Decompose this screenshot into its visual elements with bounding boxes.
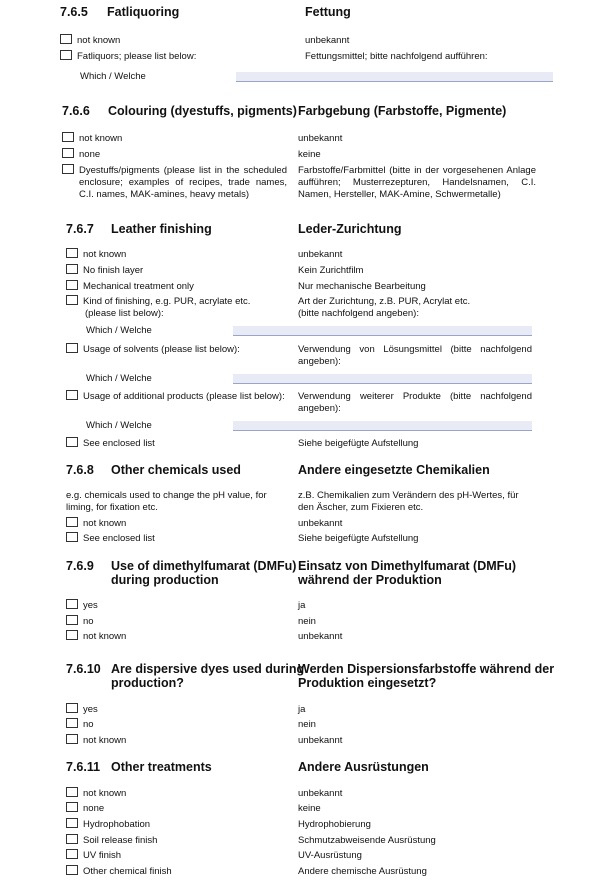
- checkbox-mechanical-767[interactable]: [66, 280, 78, 290]
- option-label-en: no: [83, 616, 94, 627]
- which-label-767c: Which / Welche: [86, 420, 152, 431]
- option-label-de: unbekannt: [298, 788, 343, 799]
- section-title-en-768: Other chemicals used: [111, 463, 241, 477]
- option-label-en: See enclosed list: [83, 533, 155, 544]
- checkbox-not-known-766[interactable]: [62, 132, 74, 142]
- option-label-de: ja: [298, 600, 306, 611]
- checkbox-not-known-769[interactable]: [66, 630, 78, 640]
- checkbox-none-766[interactable]: [62, 148, 74, 158]
- section-number-765: 7.6.5: [60, 5, 88, 19]
- section-title-de-765: Fettung: [305, 5, 351, 19]
- option-label-de: Nur mechanische Bearbeitung: [298, 281, 426, 292]
- option-label-en: Soil release finish: [83, 835, 158, 846]
- option-label-en: not known: [83, 788, 127, 799]
- section-title-en-7611: Other treatments: [111, 760, 212, 774]
- option-label-de: Verwendung von Lösungsmittel (bitte nachfolgend angeben):: [298, 344, 532, 367]
- option-label-en: Dyestuffs/pigments (please list in the scheduled enclosure; examples of recipes, trade names, C.I. names, MAK-amines, heavy metals): [79, 165, 287, 200]
- option-label-en: not known: [83, 518, 127, 529]
- option-label-en: Fatliquors; please list below:: [77, 51, 197, 62]
- checkbox-hydrophobation-7611[interactable]: [66, 818, 78, 828]
- section-number-769: 7.6.9: [66, 559, 94, 573]
- checkbox-kind-finishing-767[interactable]: [66, 295, 78, 305]
- option-label-en: UV finish: [83, 850, 122, 861]
- checkbox-not-known-7610[interactable]: [66, 734, 78, 744]
- which-label-765: Which / Welche: [80, 71, 146, 82]
- option-label-de: Art der Zurichtung, z.B. PUR, Acrylat etc.: [298, 296, 471, 307]
- section-number-766: 7.6.6: [62, 104, 90, 118]
- section-number-768: 7.6.8: [66, 463, 94, 477]
- which-input-767b[interactable]: [233, 374, 532, 384]
- option-label-de: Andere chemische Ausrüstung: [298, 866, 427, 877]
- option-label-de: unbekannt: [298, 735, 343, 746]
- section-title-en-765: Fatliquoring: [107, 5, 180, 19]
- option-label-en: Usage of solvents (please list below):: [83, 344, 240, 355]
- section-title-de-769: Einsatz von Dimethylfumarat (DMFu): [298, 559, 517, 573]
- section-title-de-7610-cont: Produktion eingesetzt?: [298, 676, 437, 690]
- option-label-de: Siehe beigefügte Aufstellung: [298, 438, 419, 449]
- option-label-en: Mechanical treatment only: [83, 281, 194, 292]
- option-label-de: UV-Ausrüstung: [298, 850, 362, 861]
- option-label-en: not known: [83, 735, 127, 746]
- option-label-en: none: [79, 149, 101, 160]
- option-label-en: Hydrophobation: [83, 819, 151, 830]
- option-label-de: Siehe beigefügte Aufstellung: [298, 533, 419, 544]
- option-label-en: Kind of finishing, e.g. PUR, acrylate etc.: [83, 296, 251, 307]
- which-input-767a[interactable]: [233, 326, 532, 336]
- section-title-de-7610: Werden Dispersionsfarbstoffe während der: [298, 662, 555, 676]
- checkbox-other-chemical-7611[interactable]: [66, 865, 78, 875]
- option-label-en: Other chemical finish: [83, 866, 172, 877]
- option-label-de: unbekannt: [298, 518, 343, 529]
- option-label-de: keine: [298, 149, 321, 160]
- section-title-de-769-cont: während der Produktion: [298, 573, 442, 587]
- checkbox-yes-7610[interactable]: [66, 703, 78, 713]
- checkbox-no-finish-767[interactable]: [66, 264, 78, 274]
- option-label-de: unbekannt: [305, 35, 350, 46]
- which-label-767a: Which / Welche: [86, 325, 152, 336]
- section-title-en-769-cont: during production: [111, 573, 219, 587]
- section-number-767: 7.6.7: [66, 222, 94, 236]
- section-title-en-766: Colouring (dyestuffs, pigments): [108, 104, 297, 118]
- option-label-en: No finish layer: [83, 265, 144, 276]
- option-label-en-cont: (please list below):: [85, 308, 164, 319]
- section-title-en-7610-cont: production?: [111, 676, 184, 690]
- note-de-768: z.B. Chemikalien zum Verändern des pH-Wertes, für den Äscher, zum Fixieren etc.: [298, 490, 519, 513]
- checkbox-additional-767[interactable]: [66, 390, 78, 400]
- section-title-de-767: Leder-Zurichtung: [298, 222, 402, 236]
- checkbox-solvents-767[interactable]: [66, 343, 78, 353]
- note-en-768: e.g. chemicals used to change the pH value, for liming, for fixation etc.: [66, 490, 267, 513]
- section-title-de-7611: Andere Ausrüstungen: [298, 760, 429, 774]
- option-label-en: no: [83, 719, 94, 730]
- option-label-de: unbekannt: [298, 249, 343, 260]
- checkbox-not-known-765[interactable]: [60, 34, 72, 44]
- option-label-en: not known: [79, 133, 123, 144]
- option-label-de: ja: [298, 704, 306, 715]
- option-label-en: yes: [83, 600, 98, 611]
- checkbox-enclosed-768[interactable]: [66, 532, 78, 542]
- option-label-de: nein: [298, 719, 316, 730]
- section-title-en-769: Use of dimethylfumarat (DMFu): [111, 559, 297, 573]
- option-label-de: Kein Zurichtfilm: [298, 265, 364, 276]
- option-label-de: Schmutzabweisende Ausrüstung: [298, 835, 436, 846]
- checkbox-no-7610[interactable]: [66, 718, 78, 728]
- checkbox-uv-finish-7611[interactable]: [66, 849, 78, 859]
- option-label-de: Verwendung weiterer Produkte (bitte nachfolgend angeben):: [298, 391, 532, 414]
- section-title-en-767: Leather finishing: [111, 222, 212, 236]
- which-label-767b: Which / Welche: [86, 373, 152, 384]
- checkbox-yes-769[interactable]: [66, 599, 78, 609]
- section-title-de-766: Farbgebung (Farbstoffe, Pigmente): [298, 104, 507, 118]
- checkbox-none-7611[interactable]: [66, 802, 78, 812]
- section-number-7611: 7.6.11: [66, 760, 101, 774]
- section-title-en-7610: Are dispersive dyes used during: [111, 662, 305, 676]
- option-label-de: Fettungsmittel; bitte nachfolgend aufführen:: [305, 51, 488, 62]
- option-label-de: unbekannt: [298, 133, 343, 144]
- checkbox-dyestuffs-766[interactable]: [62, 164, 74, 174]
- option-label-de: Hydrophobierung: [298, 819, 371, 830]
- option-label-en: not known: [83, 249, 127, 260]
- checkbox-not-known-767[interactable]: [66, 248, 78, 258]
- checkbox-fatliquors-765[interactable]: [60, 50, 72, 60]
- which-input-767c[interactable]: [233, 421, 532, 431]
- option-label-de: unbekannt: [298, 631, 343, 642]
- checkbox-not-known-768[interactable]: [66, 517, 78, 527]
- checkbox-not-known-7611[interactable]: [66, 787, 78, 797]
- section-title-de-768: Andere eingesetzte Chemikalien: [298, 463, 490, 477]
- section-number-7610: 7.6.10: [66, 662, 101, 676]
- checkbox-soil-release-7611[interactable]: [66, 834, 78, 844]
- option-label-de: keine: [298, 803, 321, 814]
- option-label-de: Farbstoffe/Farbmittel (bitte in der vorgesehenen Anlage aufführen; Musterrezepturen, Handelsnamen, C.I. Namen, Hersteller, MAK-Amine, Schwermetalle): [298, 165, 536, 200]
- option-label-en: none: [83, 803, 105, 814]
- which-input-765[interactable]: [236, 72, 553, 82]
- option-label-de: nein: [298, 616, 316, 627]
- option-label-en: yes: [83, 704, 98, 715]
- option-label-en: Usage of additional products (please list below):: [83, 391, 285, 402]
- option-label-en: not known: [83, 631, 127, 642]
- option-label-de-cont: (bitte nachfolgend angeben):: [298, 308, 419, 319]
- option-label-en: not known: [77, 35, 121, 46]
- option-label-en: See enclosed list: [83, 438, 155, 449]
- checkbox-enclosed-767[interactable]: [66, 437, 78, 447]
- checkbox-no-769[interactable]: [66, 615, 78, 625]
